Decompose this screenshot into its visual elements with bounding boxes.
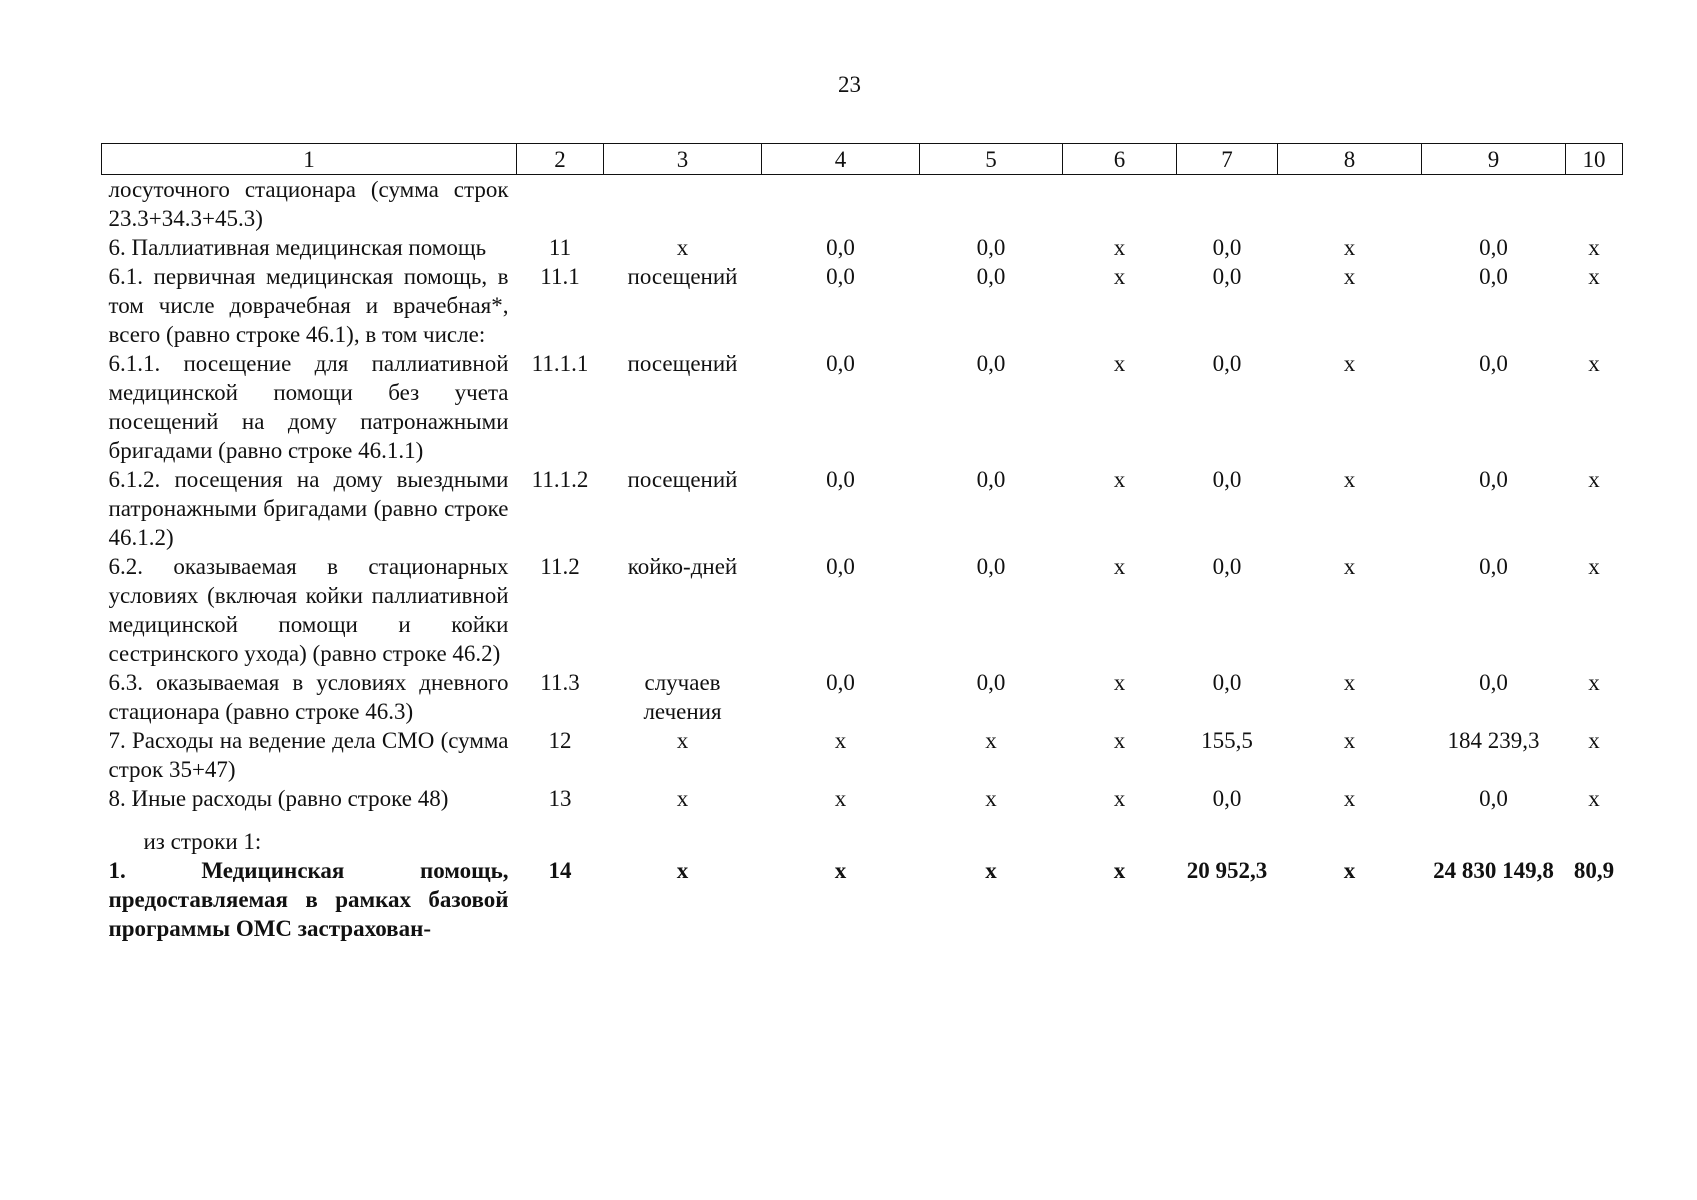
value-cell: х <box>1343 264 1356 289</box>
value-cell: 0,0 <box>826 235 855 260</box>
header-cell: 5 <box>920 144 1063 175</box>
value-cell: х <box>1343 235 1356 260</box>
value-cell <box>1063 175 1177 234</box>
value-cell: х <box>834 858 847 883</box>
unit-cell: х <box>676 786 689 811</box>
row-description: 7. Расходы на ведение дела СМО (сумма строк 35+47) <box>108 728 509 782</box>
value-cell <box>762 175 920 234</box>
value-cell: 0,0 <box>1479 554 1508 579</box>
value-cell: 0,0 <box>1479 351 1508 376</box>
value-cell: 0,0 <box>1212 554 1242 579</box>
unit-cell: посещений <box>627 467 738 492</box>
value-cell: 0,0 <box>976 467 1006 492</box>
value-cell: 0,0 <box>1212 264 1242 289</box>
value-cell: 0,0 <box>976 264 1006 289</box>
row-description: 6. Паллиативная медицинская помощь <box>108 235 487 260</box>
value-cell: 0,0 <box>976 670 1006 695</box>
value-cell: х <box>1113 351 1126 376</box>
value-cell: 20 952,3 <box>1186 858 1268 883</box>
subheading-row <box>102 827 1623 856</box>
header-cell: 9 <box>1422 144 1566 175</box>
value-cell: 0,0 <box>1212 235 1242 260</box>
row-number: 11.2 <box>540 554 580 579</box>
table-row <box>102 349 1623 465</box>
row-number: 11 <box>548 235 572 260</box>
value-cell: х <box>1343 858 1356 883</box>
value-cell: 0,0 <box>1212 351 1242 376</box>
header-cell: 3 <box>604 144 762 175</box>
value-cell: х <box>1588 554 1600 579</box>
value-cell: х <box>1343 554 1356 579</box>
value-cell: х <box>1588 467 1600 492</box>
value-cell: х <box>1113 235 1126 260</box>
row-number: 11.1.1 <box>531 351 589 376</box>
header-cell: 1 <box>102 144 517 175</box>
value-cell: 0,0 <box>1212 467 1242 492</box>
value-cell: х <box>1588 670 1600 695</box>
value-cell: 0,0 <box>826 467 855 492</box>
value-cell: 0,0 <box>1479 235 1508 260</box>
value-cell: 0,0 <box>976 554 1006 579</box>
row-number: 11.1.2 <box>531 467 589 492</box>
unit-cell: посещений <box>627 264 738 289</box>
header-cell: 6 <box>1063 144 1177 175</box>
value-cell: х <box>834 728 847 753</box>
row-description: 1. Медицинская помощь, предоставляемая в рамках базовой программы ОМС застрахован- <box>108 858 509 941</box>
header-cell: 2 <box>517 144 604 175</box>
value-cell: х <box>1588 351 1600 376</box>
header-cell: 7 <box>1177 144 1278 175</box>
table-row <box>102 726 1623 784</box>
value-cell: х <box>1113 670 1126 695</box>
table-row <box>102 233 1623 262</box>
row-number: 12 <box>548 728 572 753</box>
value-cell: х <box>985 858 997 883</box>
value-cell: х <box>1113 786 1126 811</box>
value-cell: х <box>1113 728 1126 753</box>
row-number: 14 <box>548 858 572 883</box>
value-cell: х <box>1113 858 1126 883</box>
row-number: 11.1 <box>540 264 580 289</box>
value-cell: 0,0 <box>826 264 855 289</box>
value-cell: 0,0 <box>1479 264 1508 289</box>
row-description: 8. Иные расходы (равно строке 48) <box>108 786 449 811</box>
value-cell: х <box>834 786 847 811</box>
table-row <box>102 668 1623 726</box>
value-cell: 80,9 <box>1573 858 1615 883</box>
value-cell: х <box>1588 728 1600 753</box>
value-cell <box>920 175 1063 234</box>
header-cell: 4 <box>762 144 920 175</box>
column-number-header <box>102 144 1623 175</box>
row-description: 6.1.1. посещение для паллиативной медицинской помощи без учета посещений на дому патронажными бригадами (равно строке 46.1.1) <box>108 351 509 463</box>
value-cell: х <box>985 728 997 753</box>
table-row <box>102 784 1623 813</box>
unit-cell: койко-дней <box>627 554 738 579</box>
value-cell: 0,0 <box>826 554 855 579</box>
value-cell: 0,0 <box>1212 786 1242 811</box>
table-row-bold <box>102 856 1623 943</box>
unit-cell: случаев лечения <box>643 670 722 724</box>
row-description: 6.2. оказываемая в стационарных условиях (включая койки паллиативной медицинской помощи и койки сестринского ухода) (равно строке 46.2) <box>108 554 509 666</box>
spacer-row <box>102 813 1623 827</box>
table-row <box>102 552 1623 668</box>
value-cell: 0,0 <box>1212 670 1242 695</box>
subheading: из строки 1: <box>143 829 262 854</box>
value-cell: х <box>1588 786 1600 811</box>
value-cell: 0,0 <box>1479 670 1508 695</box>
value-cell: х <box>1343 351 1356 376</box>
value-cell: х <box>1113 467 1126 492</box>
unit-cell <box>604 175 762 234</box>
row-description: 6.3. оказываемая в условиях дневного стационара (равно строке 46.3) <box>108 670 509 724</box>
value-cell <box>1566 175 1623 234</box>
value-cell <box>1278 175 1422 234</box>
table-row <box>102 465 1623 552</box>
data-table <box>101 143 1623 943</box>
value-cell: 24 830 149,8 <box>1433 858 1554 883</box>
header-cell: 8 <box>1278 144 1422 175</box>
unit-cell: посещений <box>627 351 738 376</box>
row-number <box>517 175 604 234</box>
value-cell: х <box>1343 786 1356 811</box>
unit-cell: х <box>676 728 689 753</box>
unit-cell: х <box>676 858 689 883</box>
row-number: 11.3 <box>540 670 580 695</box>
row-description: 6.1.2. посещения на дому выездными патронажными бригадами (равно строке 46.1.2) <box>108 467 509 550</box>
row-number: 13 <box>548 786 572 811</box>
value-cell <box>1177 175 1278 234</box>
table-row <box>102 175 1623 234</box>
value-cell: 0,0 <box>826 670 855 695</box>
value-cell: 0,0 <box>1479 467 1508 492</box>
table-row <box>102 262 1623 349</box>
value-cell: 0,0 <box>1479 786 1508 811</box>
value-cell: х <box>1343 670 1356 695</box>
value-cell: 0,0 <box>976 351 1006 376</box>
spacer-cell <box>102 813 1623 827</box>
row-description: 6.1. первичная медицинская помощь, в том числе доврачебная и врачебная*, всего (равно строке 46.1), в том числе: <box>108 264 509 347</box>
value-cell: х <box>1588 264 1600 289</box>
row-description: лосуточного стационара (сумма строк 23.3+34.3+45.3) <box>108 177 509 231</box>
value-cell: 184 239,3 <box>1447 728 1540 753</box>
value-cell: 0,0 <box>976 235 1006 260</box>
header-cell: 10 <box>1566 144 1623 175</box>
value-cell: х <box>1588 235 1600 260</box>
value-cell <box>1422 175 1566 234</box>
value-cell: х <box>985 786 997 811</box>
value-cell: х <box>1113 264 1126 289</box>
value-cell: 0,0 <box>826 351 855 376</box>
value-cell: х <box>1343 728 1356 753</box>
value-cell: х <box>1113 554 1126 579</box>
unit-cell: х <box>676 235 689 260</box>
value-cell: х <box>1343 467 1356 492</box>
value-cell: 155,5 <box>1201 728 1253 753</box>
